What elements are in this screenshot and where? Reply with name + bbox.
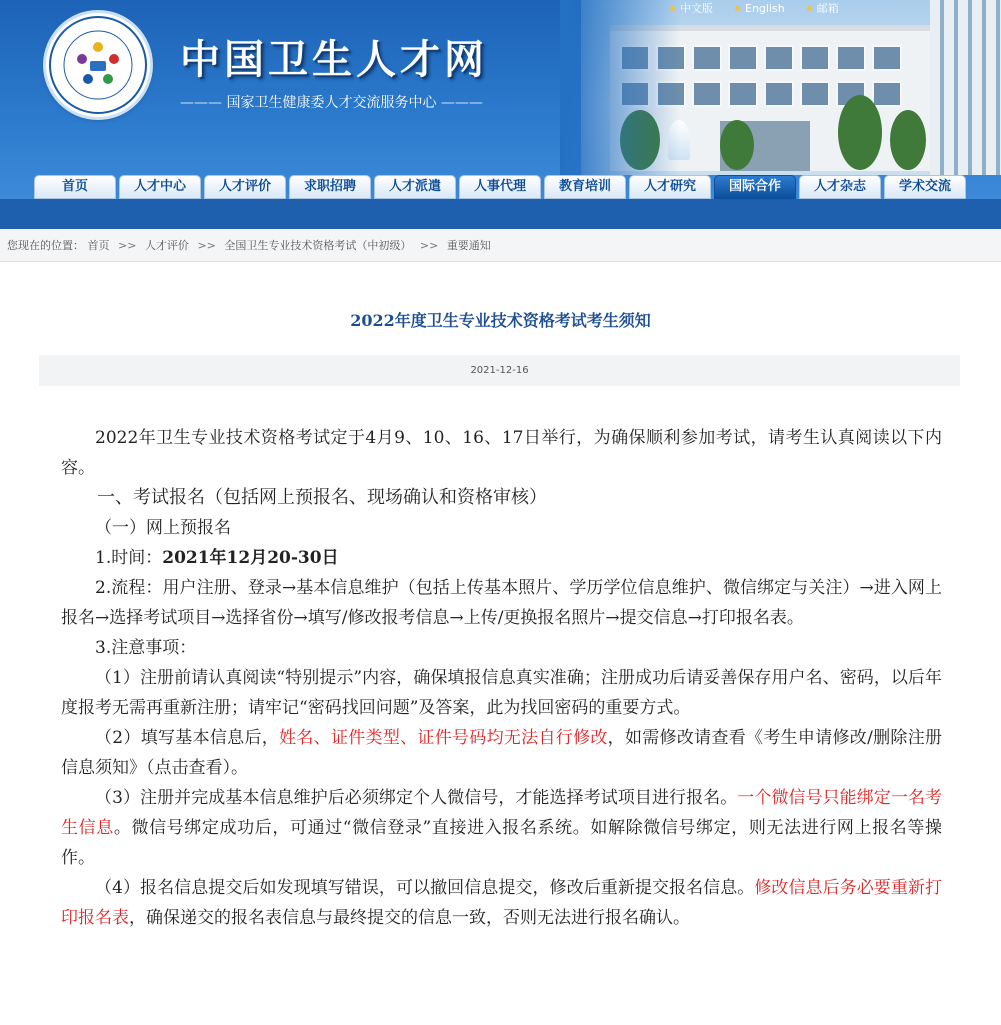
intro-paragraph: 2022年卫生专业技术资格考试定于4月9、10、16、17日举行，为确保顺利参加考试，请考生认真阅读以下内容。	[61, 428, 942, 478]
tower-image	[930, 0, 1001, 175]
site-logo[interactable]	[46, 13, 150, 117]
site-title: 中国卫生人才网	[180, 37, 488, 83]
nav-tab-academic[interactable]: 学术交流	[884, 175, 966, 199]
breadcrumb-home[interactable]: 首页	[87, 239, 110, 252]
breadcrumb-talent-evaluation[interactable]: 人才评价	[144, 239, 189, 252]
section-heading: 一、考试报名（包括网上预报名、现场确认和资格审核）	[97, 487, 547, 508]
nav-tab-magazine[interactable]: 人才杂志	[799, 175, 881, 199]
note-3: （3）注册并完成基本信息维护后必须绑定个人微信号，才能选择考试项目进行报名。一个微信号只能绑定一名考生信息。微信号绑定成功后，可通过“微信登录”直接进入报名系统。如解除微信号绑定，则无法进行网上报名等操作。	[61, 788, 942, 868]
link-mailbox[interactable]: 邮箱	[807, 0, 839, 16]
time-paragraph: 1.时间：2021年12月20-30日	[95, 548, 339, 568]
bullet-icon	[735, 6, 740, 11]
nav-tab-training[interactable]: 教育培训	[544, 175, 626, 199]
tree	[720, 120, 754, 170]
bullet-icon	[670, 6, 675, 11]
nav-tab-international[interactable]: 国际合作	[714, 175, 796, 199]
nav-tab-dispatch[interactable]: 人才派遣	[374, 175, 456, 199]
top-links	[670, 0, 839, 16]
note-2: （2）填写基本信息后，姓名、证件类型、证件号码均无法自行修改，如需修改请查看《考生申请修改/删除注册信息须知》（点击查看）。	[61, 728, 942, 778]
nav-tab-talent-evaluation[interactable]: 人才评价	[204, 175, 286, 199]
article-date: 2021-12-16	[39, 355, 960, 386]
note-4: （4）报名信息提交后如发现填写错误，可以撤回信息提交，修改后重新提交报名信息。修改信息后务必要重新打印报名表，确保递交的报名表信息与最终提交的信息一致，否则无法进行报名确认。	[61, 878, 942, 928]
site-subtitle: ——— 国家卫生健康委人才交流服务中心 ———	[180, 95, 483, 111]
notes-heading: 3.注意事项：	[95, 638, 197, 658]
nav-tab-home[interactable]: 首页	[34, 175, 116, 199]
link-english[interactable]: English	[735, 0, 785, 16]
article-title: 2022年度卫生专业技术资格考试考生须知	[350, 311, 651, 330]
bullet-icon	[807, 6, 812, 11]
warning-text: 姓名、证件类型、证件号码均无法自行修改	[279, 728, 608, 748]
nav-tab-agency[interactable]: 人事代理	[459, 175, 541, 199]
nav-tab-jobs[interactable]: 求职招聘	[289, 175, 371, 199]
breadcrumb: 您现在的位置： 首页 >> 人才评价 >> 全国卫生专业技术资格考试（中初级） >> 重要通知	[0, 229, 1001, 262]
article-body	[61, 423, 942, 933]
time-value: 2021年12月20-30日	[162, 548, 339, 568]
note-1: （1）注册前请认真阅读“特别提示”内容，确保填报信息真实准确；注册成功后请妥善保存用户名、密码，以后年度报考无需再重新注册；请牢记“密码找回问题”及答案，此为找回密码的重要方式。	[61, 668, 942, 718]
tree	[890, 110, 926, 170]
tree	[838, 95, 882, 170]
site-header	[0, 0, 1001, 200]
warning-text: 一个微信号只能绑定一名考生信息	[61, 788, 942, 838]
nav-tab-research[interactable]: 人才研究	[629, 175, 711, 199]
breadcrumb-label: 您现在的位置：	[7, 239, 84, 252]
nav-bar-base	[0, 199, 1001, 229]
breadcrumb-exam[interactable]: 全国卫生专业技术资格考试（中初级）	[224, 239, 412, 252]
breadcrumb-notice[interactable]: 重要通知	[446, 239, 491, 252]
subsection-heading: （一）网上预报名	[95, 518, 231, 538]
nav-tab-talent-center[interactable]: 人才中心	[119, 175, 201, 199]
process-paragraph: 2.流程：用户注册、登录→基本信息维护（包括上传基本照片、学历学位信息维护、微信绑定与关注）→进入网上报名→选择考试项目→选择省份→填写/修改报考信息→上传/更换报名照片→提交信息→打印报名表。	[61, 578, 942, 628]
link-chinese[interactable]: 中文版	[670, 0, 713, 16]
warning-text: 修改信息后务必要重新打印报名表	[61, 878, 942, 928]
main-nav	[34, 175, 966, 199]
